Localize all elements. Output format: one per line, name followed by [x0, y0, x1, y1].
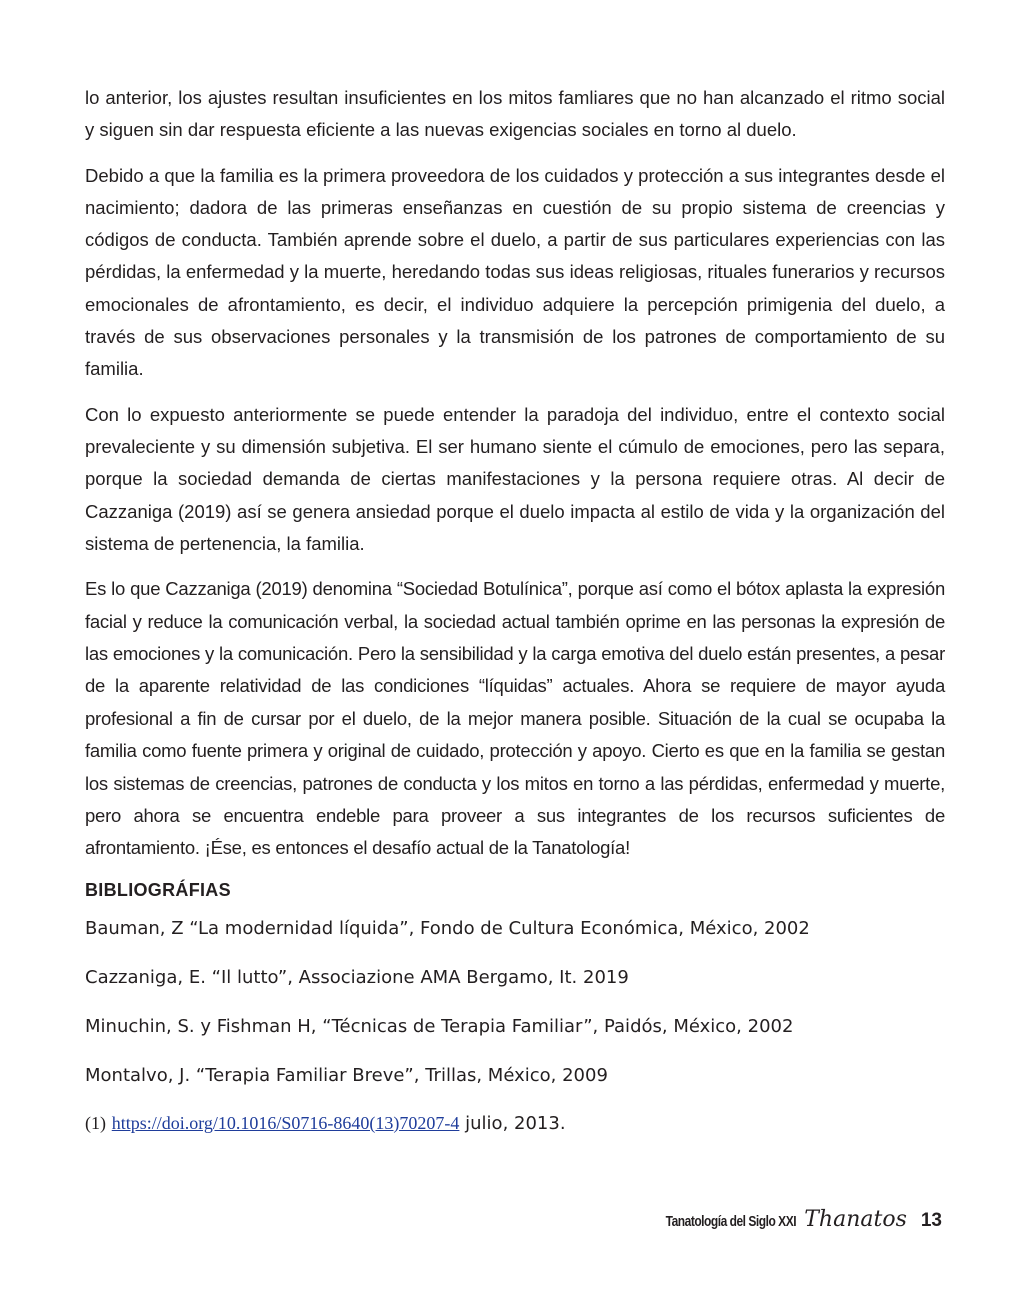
- bibliography-heading: BIBLIOGRÁFIAS: [85, 879, 231, 900]
- body-paragraph-1: lo anterior, los ajustes resultan insuficientes en los mitos famliares que no han alcanzado el ritmo social y siguen sin dar respuesta eficiente a las nuevas exigencias sociales en torno al duelo.: [85, 87, 945, 141]
- bibliography-entry-bauman: Bauman, Z “La modernidad líquida”, Fondo de Cultura Económica, México, 2002: [85, 917, 810, 939]
- body-paragraph-4: Es lo que Cazzaniga (2019) denomina “Sociedad Botulínica”, porque así como el bótox aplasta la expresión facial y reduce la comunicación verbal, la sociedad actual también oprime en las personas la expresión de las emociones y la comunicación. Pero la sensibilidad y la carga emotiva del duelo están presentes, a pesar de la aparente relatividad de las condiciones “líquidas” actuales. Ahora se requiere de mayor ayuda profesional a fin de cursar por el duelo, de la mejor manera posible. Situación de la cual se ocupaba la familia como fuente primera y original de cuidado, protección y apoyo. Cierto es que en la familia se gestan los sistemas de creencias, patrones de conducta y los mitos en torno a las pérdidas, enfermedad y muerte, pero ahora se encuentra endeble para proveer a sus integrantes de los recursos suficientes de afrontamiento. ¡Ése, es entonces el desafío actual de la Tanatología!: [85, 578, 945, 859]
- body-paragraph-3: Con lo expuesto anteriormente se puede entender la paradoja del individuo, entre el contexto social prevaleciente y su dimensión subjetiva. El ser humano siente el cúmulo de emociones, pero las separa, porque la sociedad demanda de ciertas manifestaciones y la persona requiere otras. Al decir de Cazzaniga (2019) así se genera ansiedad porque el duelo impacta al estilo de vida y la organización del sistema de pertenencia, la familia.: [85, 403, 945, 554]
- footnote-doi-link[interactable]: https://doi.org/10.1016/S0716-8640(13)70207-4: [111, 1112, 460, 1133]
- footnote-number: (1): [85, 1112, 106, 1133]
- footnote-date: julio, 2013.: [465, 1112, 566, 1134]
- bibliography-entry-montalvo: Montalvo, J. “Terapia Familiar Breve”, Trillas, México, 2009: [85, 1064, 608, 1086]
- publication-name: Tanatología del Siglo XXI: [665, 1213, 797, 1230]
- page-content: [85, 82, 945, 1136]
- page-footer: [633, 1207, 942, 1232]
- bibliography-entry-minuchin: Minuchin, S. y Fishman H, “Técnicas de Terapia Familiar”, Paidós, México, 2002: [85, 1015, 794, 1037]
- body-paragraph-2: Debido a que la familia es la primera proveedora de los cuidados y protección a sus integrantes desde el nacimiento; dadora de las primeras enseñanzas en cuestión de su propio sistema de creencias y códigos de conducta. También aprende sobre el duelo, a partir de sus particulares experiencias con las pérdidas, la enfermedad y la muerte, heredando todas sus ideas religiosas, rituales funerarios y recursos emocionales de afrontamiento, es decir, el individuo adquiere la percepción primigenia del duelo, a través de sus observaciones personales y la transmisión de los patrones de comportamiento de su familia.: [85, 164, 945, 380]
- footnote: [85, 1111, 945, 1136]
- thanatos-logo: Thanatos: [804, 1207, 907, 1232]
- bibliography-entry-cazzaniga: Cazzaniga, E. “Il lutto”, Associazione AMA Bergamo, It. 2019: [85, 966, 629, 988]
- page-number: 13: [920, 1210, 942, 1231]
